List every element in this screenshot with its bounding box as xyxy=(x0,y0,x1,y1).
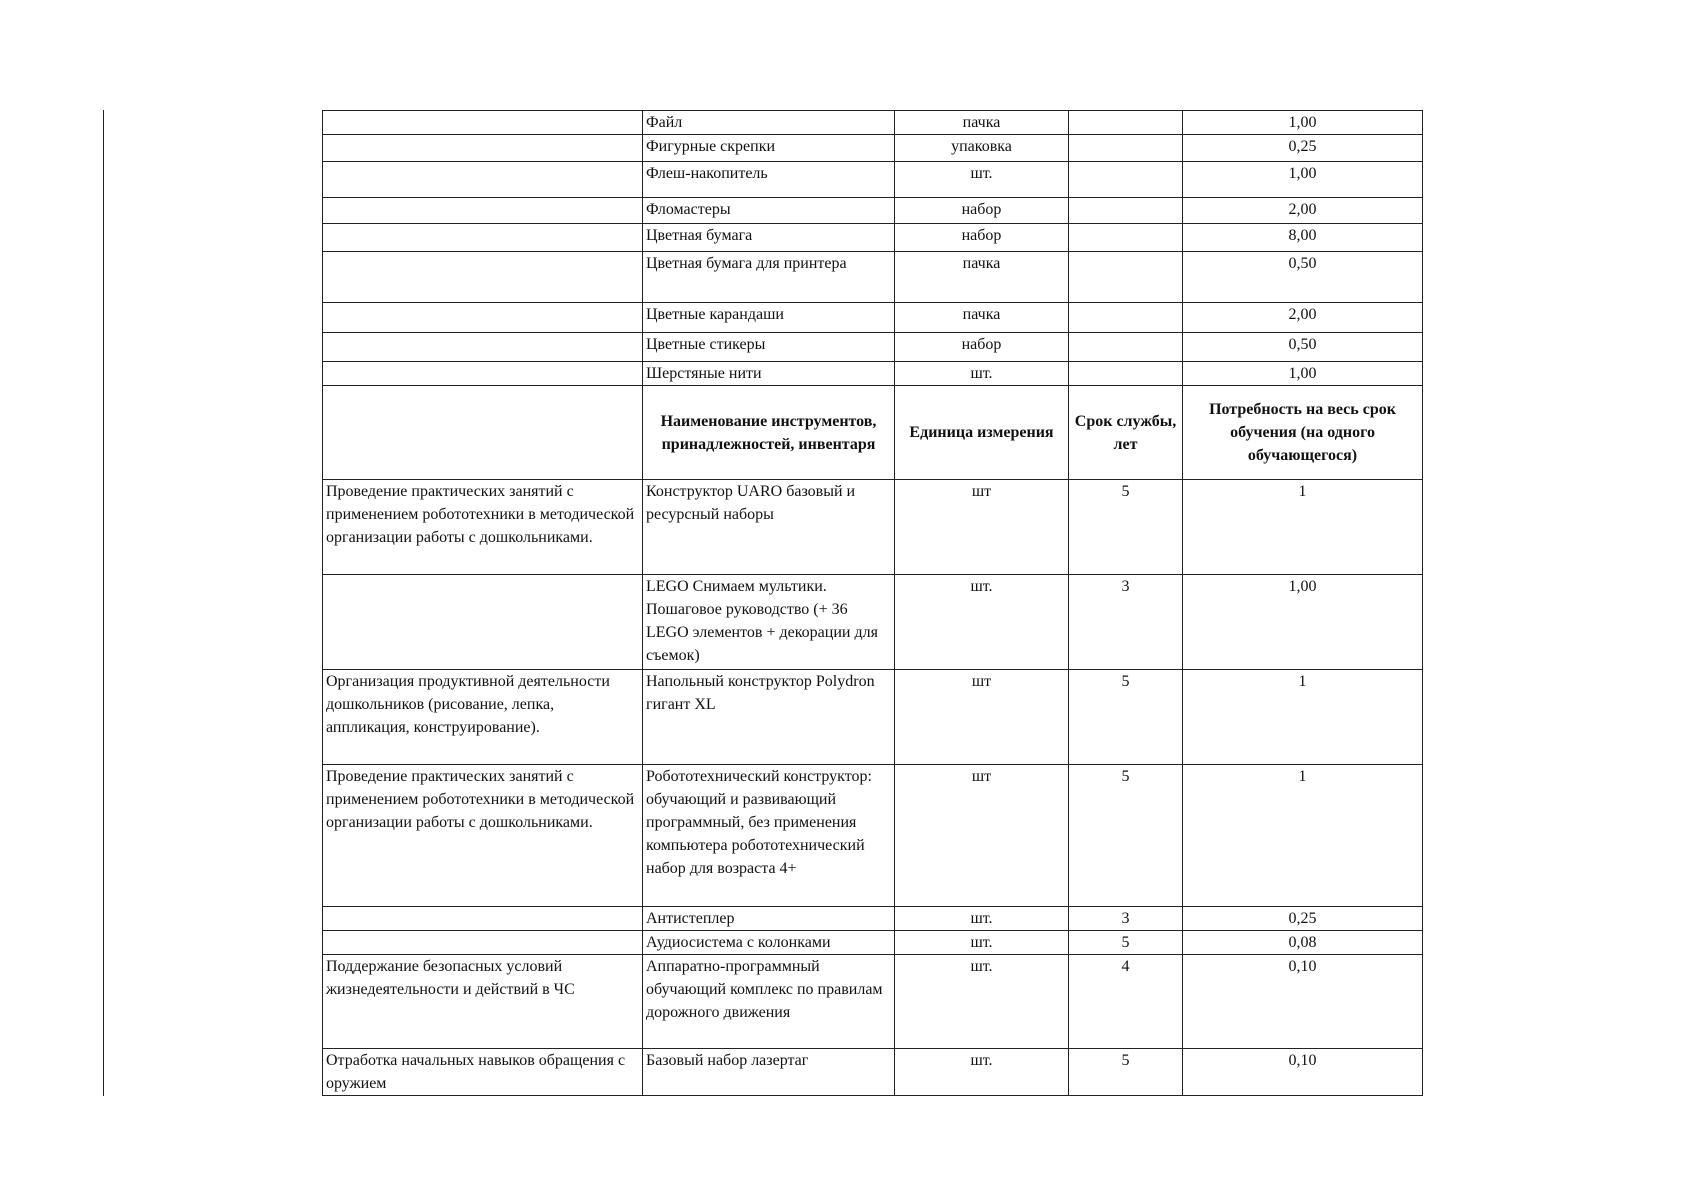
table-row xyxy=(323,765,1423,907)
need-cell: 2,00 xyxy=(1183,303,1423,333)
item-cell: Файл xyxy=(643,111,895,135)
need-cell: 1,00 xyxy=(1183,111,1423,135)
term-cell: 4 xyxy=(1069,955,1183,1049)
purpose-cell xyxy=(323,135,643,162)
purpose-cell: Поддержание безопасных условий жизнедеятельности и действий в ЧС xyxy=(323,955,643,1049)
item-cell: Цветные стикеры xyxy=(643,333,895,362)
purpose-cell xyxy=(323,303,643,333)
table-row xyxy=(323,303,1423,333)
table-row xyxy=(323,907,1423,931)
need-cell: 0,08 xyxy=(1183,931,1423,955)
purpose-cell xyxy=(323,362,643,386)
term-cell xyxy=(1069,224,1183,252)
item-cell: Базовый набор лазертаг xyxy=(643,1049,895,1096)
table-row xyxy=(323,224,1423,252)
unit-cell: шт. xyxy=(895,931,1069,955)
header-block xyxy=(323,386,1423,480)
purpose-cell xyxy=(323,111,643,135)
need-cell: 1 xyxy=(1183,765,1423,907)
table-row xyxy=(323,135,1423,162)
need-cell: 1 xyxy=(1183,670,1423,765)
term-cell xyxy=(1069,198,1183,224)
equipment-table xyxy=(322,110,1423,1096)
need-cell: 1,00 xyxy=(1183,362,1423,386)
item-cell: Шерстяные нити xyxy=(643,362,895,386)
need-cell: 0,25 xyxy=(1183,135,1423,162)
table-row xyxy=(323,252,1423,303)
table-row xyxy=(323,362,1423,386)
term-cell xyxy=(1069,252,1183,303)
need-cell: 1 xyxy=(1183,480,1423,575)
unit-cell: шт. xyxy=(895,162,1069,198)
item-cell: Цветная бумага xyxy=(643,224,895,252)
term-cell xyxy=(1069,362,1183,386)
unit-cell: шт. xyxy=(895,955,1069,1049)
purpose-cell xyxy=(323,162,643,198)
table-row xyxy=(323,575,1423,670)
unit-cell: шт xyxy=(895,670,1069,765)
unit-cell: пачка xyxy=(895,111,1069,135)
item-cell: Фигурные скрепки xyxy=(643,135,895,162)
need-cell: 1,00 xyxy=(1183,575,1423,670)
need-cell: 8,00 xyxy=(1183,224,1423,252)
unit-cell: набор xyxy=(895,198,1069,224)
page-margin-line xyxy=(103,110,104,1096)
need-cell: 1,00 xyxy=(1183,162,1423,198)
unit-cell: шт xyxy=(895,765,1069,907)
table-row xyxy=(323,931,1423,955)
purpose-cell xyxy=(323,907,643,931)
header-term-cell: Срок службы, лет xyxy=(1069,386,1183,480)
table-row xyxy=(323,1049,1423,1096)
item-cell: Робототехнический конструктор: обучающий и развивающий программный, без применения компьютера робототехнический набор для возраста 4+ xyxy=(643,765,895,907)
header-purpose-cell xyxy=(323,386,643,480)
term-cell: 3 xyxy=(1069,907,1183,931)
unit-cell: шт xyxy=(895,480,1069,575)
purpose-cell xyxy=(323,333,643,362)
purpose-cell xyxy=(323,198,643,224)
item-cell: Напольный конструктор Polydron гигант XL xyxy=(643,670,895,765)
item-cell: Цветная бумага для принтера xyxy=(643,252,895,303)
table-row xyxy=(323,333,1423,362)
header-need-cell: Потребность на весь срок обучения (на одного обучающегося) xyxy=(1183,386,1423,480)
term-cell xyxy=(1069,303,1183,333)
table-row xyxy=(323,670,1423,765)
item-cell: Цветные карандаши xyxy=(643,303,895,333)
table-row xyxy=(323,162,1423,198)
purpose-cell: Проведение практических занятий с применением робототехники в методической организации работы с дошкольниками. xyxy=(323,480,643,575)
item-cell: Аппаратно-программный обучающий комплекс по правилам дорожного движения xyxy=(643,955,895,1049)
table-row xyxy=(323,198,1423,224)
term-cell: 5 xyxy=(1069,765,1183,907)
unit-cell: пачка xyxy=(895,252,1069,303)
term-cell xyxy=(1069,111,1183,135)
unit-cell: шт. xyxy=(895,575,1069,670)
term-cell: 5 xyxy=(1069,1049,1183,1096)
unit-cell: шт. xyxy=(895,362,1069,386)
need-cell: 0,10 xyxy=(1183,955,1423,1049)
item-cell: Аудиосистема с колонками xyxy=(643,931,895,955)
unit-cell: пачка xyxy=(895,303,1069,333)
need-cell: 0,50 xyxy=(1183,252,1423,303)
unit-cell: шт. xyxy=(895,907,1069,931)
item-cell: Фломастеры xyxy=(643,198,895,224)
header-row xyxy=(323,386,1423,480)
purpose-cell: Отработка начальных навыков обращения с оружием xyxy=(323,1049,643,1096)
purpose-cell xyxy=(323,931,643,955)
need-cell: 0,50 xyxy=(1183,333,1423,362)
unit-cell: упаковка xyxy=(895,135,1069,162)
item-cell: Конструктор UARO базовый и ресурсный наборы xyxy=(643,480,895,575)
unit-cell: набор xyxy=(895,333,1069,362)
purpose-cell xyxy=(323,252,643,303)
purpose-cell xyxy=(323,575,643,670)
item-cell: LEGO Снимаем мультики. Пошаговое руководство (+ 36 LEGO элементов + декорации для съемок) xyxy=(643,575,895,670)
lower-rows xyxy=(323,480,1423,1096)
purpose-cell: Проведение практических занятий с применением робототехники в методической организации работы с дошкольниками. xyxy=(323,765,643,907)
term-cell: 5 xyxy=(1069,480,1183,575)
need-cell: 2,00 xyxy=(1183,198,1423,224)
table-row xyxy=(323,955,1423,1049)
header-item-cell: Наименование инструментов, принадлежностей, инвентаря xyxy=(643,386,895,480)
item-cell: Флеш-накопитель xyxy=(643,162,895,198)
upper-rows xyxy=(323,111,1423,386)
item-cell: Антистеплер xyxy=(643,907,895,931)
table-row xyxy=(323,480,1423,575)
header-unit-cell: Единица измерения xyxy=(895,386,1069,480)
term-cell xyxy=(1069,135,1183,162)
need-cell: 0,10 xyxy=(1183,1049,1423,1096)
need-cell: 0,25 xyxy=(1183,907,1423,931)
purpose-cell: Организация продуктивной деятельности дошкольников (рисование, лепка, аппликация, конструирование). xyxy=(323,670,643,765)
term-cell xyxy=(1069,333,1183,362)
purpose-cell xyxy=(323,224,643,252)
term-cell: 3 xyxy=(1069,575,1183,670)
unit-cell: шт. xyxy=(895,1049,1069,1096)
unit-cell: набор xyxy=(895,224,1069,252)
table-row xyxy=(323,111,1423,135)
term-cell xyxy=(1069,162,1183,198)
term-cell: 5 xyxy=(1069,670,1183,765)
term-cell: 5 xyxy=(1069,931,1183,955)
